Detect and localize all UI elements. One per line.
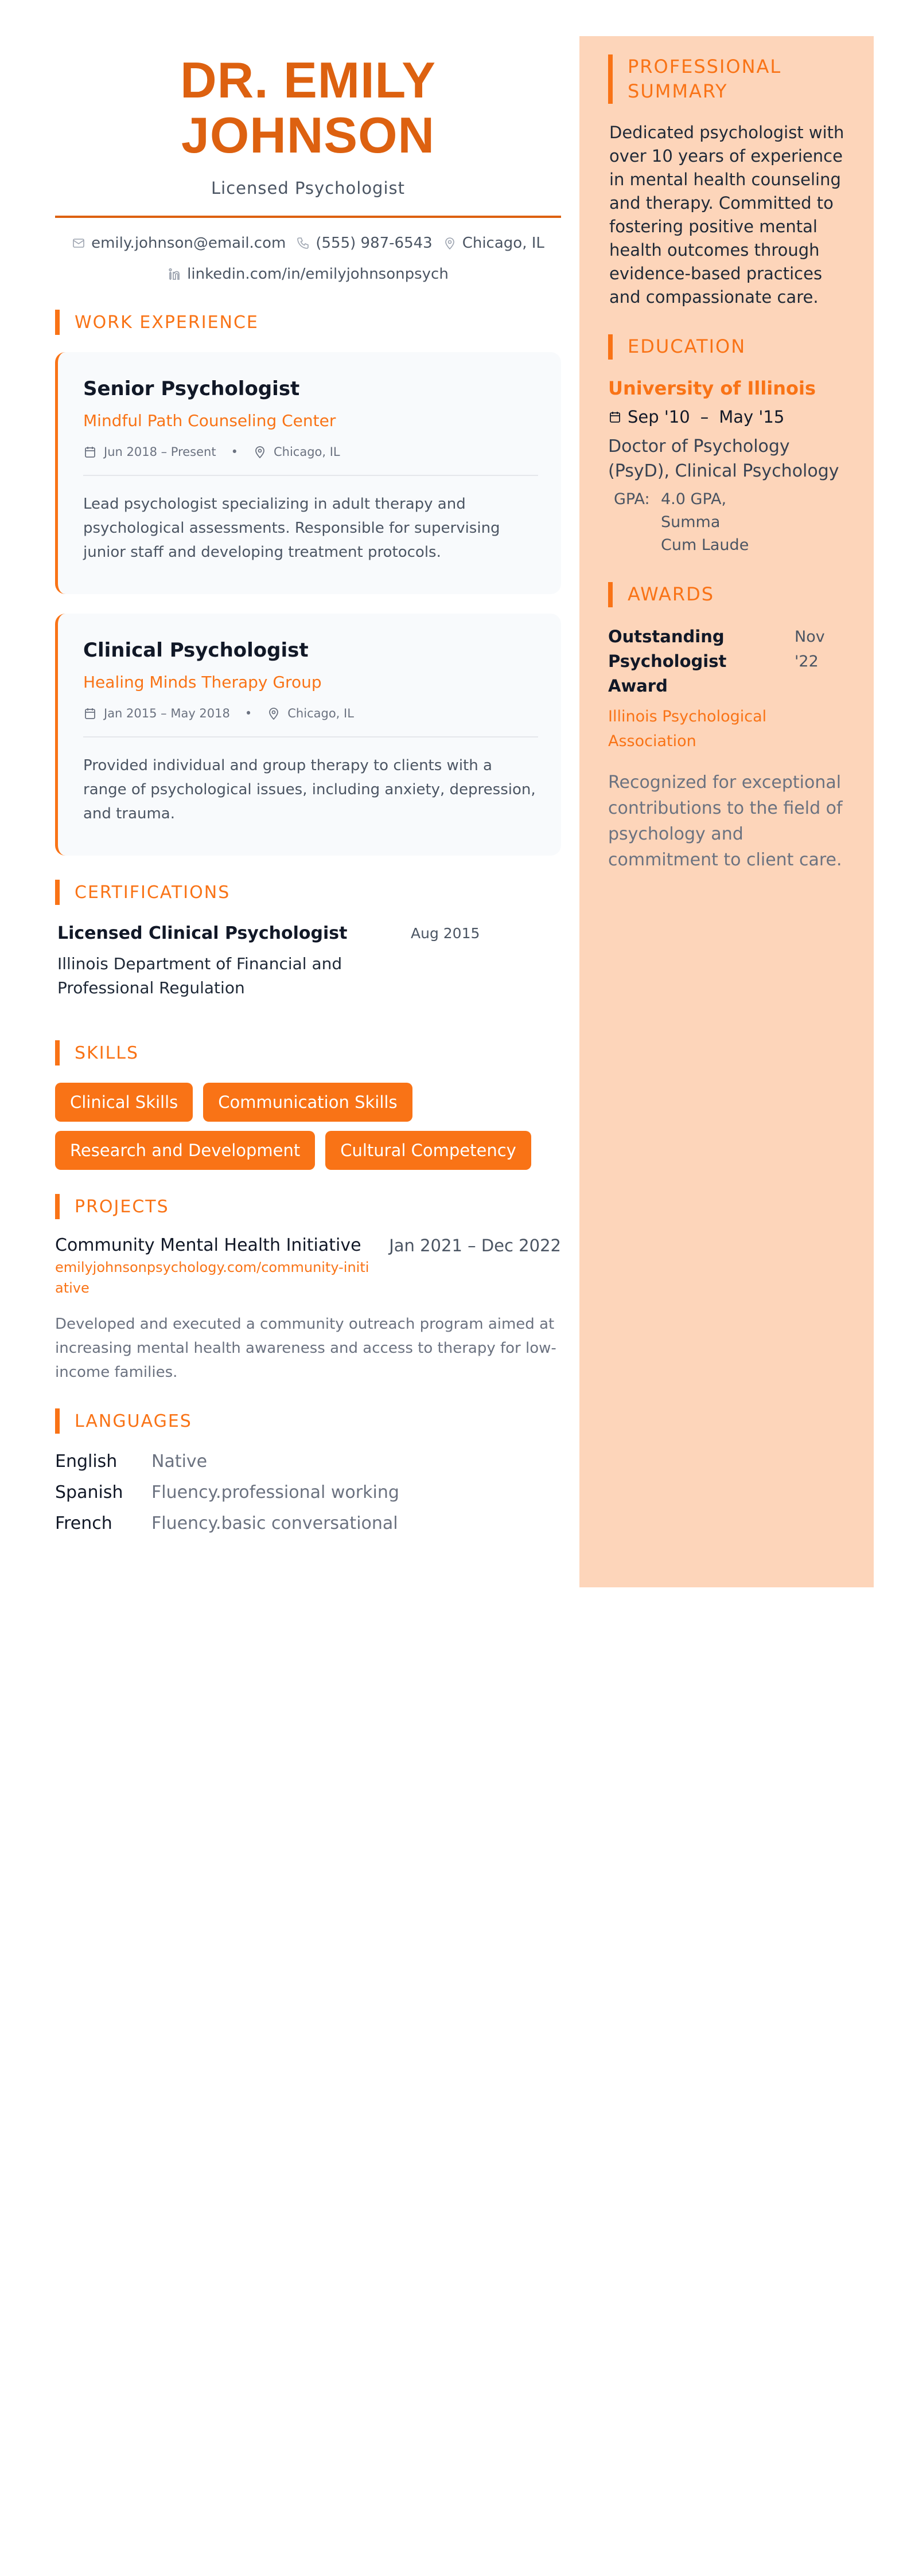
job-location: Chicago, IL xyxy=(273,445,340,459)
section-title: WORK EXPERIENCE xyxy=(75,312,259,333)
phone-text: (555) 987-6543 xyxy=(316,235,433,252)
card-divider xyxy=(83,475,538,476)
main-column xyxy=(55,0,561,1539)
award-organization: Illinois Psychological Association xyxy=(608,708,767,750)
award-description: Recognized for exceptional contributions to the field of psychology and commitment to client care. xyxy=(608,772,843,870)
certification-date: Aug 2015 xyxy=(411,925,480,942)
contact-email[interactable] xyxy=(72,232,286,255)
calendar-icon xyxy=(608,410,622,424)
heading-accent-bar xyxy=(55,1040,60,1065)
company-name: Mindful Path Counseling Center xyxy=(83,411,336,430)
education-item xyxy=(608,376,847,557)
experience-card xyxy=(55,352,561,594)
projects-section xyxy=(55,1194,561,1384)
location-pin-icon xyxy=(253,445,267,459)
section-heading xyxy=(608,334,847,360)
section-heading xyxy=(55,310,561,335)
heading-accent-bar xyxy=(55,880,60,905)
section-heading xyxy=(608,54,847,104)
section-title: LANGUAGES xyxy=(75,1411,192,1431)
candidate-title: Licensed Psychologist xyxy=(211,178,406,198)
job-dates: Jan 2015 – May 2018 xyxy=(104,707,230,720)
project-name: Community Mental Health Initiative xyxy=(55,1235,361,1255)
heading-accent-bar xyxy=(55,310,60,335)
language-name: French xyxy=(55,1513,112,1533)
language-item xyxy=(55,1508,561,1539)
school-name: University of Illinois xyxy=(608,377,816,399)
company-name: Healing Minds Therapy Group xyxy=(83,673,322,692)
gpa-label: GPA: xyxy=(614,490,650,508)
skill-tag: Communication Skills xyxy=(203,1083,412,1122)
heading-accent-bar xyxy=(608,54,613,104)
language-name: English xyxy=(55,1451,118,1472)
calendar-icon xyxy=(83,707,97,720)
resume-header xyxy=(55,0,561,286)
certification-name: Licensed Clinical Psychologist xyxy=(57,923,348,943)
location-text: Chicago, IL xyxy=(462,235,544,252)
heading-accent-bar xyxy=(55,1194,60,1219)
phone-icon xyxy=(296,236,310,250)
skills-list xyxy=(55,1083,561,1170)
job-title: Senior Psychologist xyxy=(83,377,300,400)
location-pin-icon xyxy=(267,707,281,720)
project-header xyxy=(55,1234,561,1257)
candidate-name: DR. EMILY JOHNSON xyxy=(180,52,436,163)
contact-linkedin[interactable] xyxy=(168,263,449,286)
section-title: PROJECTS xyxy=(75,1196,169,1217)
certification-item xyxy=(55,922,561,1000)
summary-text: Dedicated psychologist with over 10 years of experience in mental health counseling and therapy. Committed to fostering positive mental health outcomes through evidence-based practices and compassionate care. xyxy=(609,123,844,307)
certifications-section xyxy=(55,880,561,1000)
section-title: CERTIFICATIONS xyxy=(75,882,231,903)
sidebar xyxy=(579,36,874,1587)
awards-section xyxy=(608,582,847,873)
card-divider xyxy=(83,736,538,737)
section-heading xyxy=(55,880,561,905)
languages-list xyxy=(55,1446,561,1539)
gpa-value: 4.0 GPA, Summa Cum Laude xyxy=(661,490,749,554)
heading-accent-bar xyxy=(608,334,613,360)
linkedin-text: linkedin.com/in/emilyjohnsonpsych xyxy=(187,266,449,283)
section-heading xyxy=(55,1194,561,1219)
skill-tag: Cultural Competency xyxy=(325,1131,531,1170)
education-start: Sep '10 xyxy=(628,407,690,427)
section-title: PROFESSIONAL SUMMARY xyxy=(628,56,782,102)
project-dates: Jan 2021 – Dec 2022 xyxy=(389,1236,561,1255)
project-item xyxy=(55,1234,561,1384)
certification-details xyxy=(55,922,411,1000)
mail-icon xyxy=(72,236,85,250)
language-item xyxy=(55,1446,561,1477)
job-meta xyxy=(83,707,538,720)
section-title: SKILLS xyxy=(75,1043,139,1063)
language-name: Spanish xyxy=(55,1482,123,1502)
section-heading xyxy=(55,1408,561,1434)
meta-separator: • xyxy=(231,445,238,459)
job-dates: Jun 2018 – Present xyxy=(104,445,216,459)
job-description: Provided individual and group therapy to clients with a range of psychological issues, including anxiety, depression, and trauma. xyxy=(83,757,536,822)
award-name: Outstanding Psychologist Award xyxy=(608,627,727,696)
award-item xyxy=(608,625,847,873)
linkedin-icon xyxy=(168,267,181,281)
degree: Doctor of Psychology (PsyD), Clinical Psychology xyxy=(608,436,839,481)
award-header xyxy=(608,625,847,698)
job-title: Clinical Psychologist xyxy=(83,639,309,662)
location-pin-icon xyxy=(443,236,457,250)
section-title: EDUCATION xyxy=(628,335,746,357)
certification-issuer: Illinois Department of Financial and Professional Regulation xyxy=(57,954,342,997)
education-section xyxy=(608,334,847,557)
section-heading xyxy=(608,582,847,607)
education-dates xyxy=(608,405,847,428)
contact-row-secondary xyxy=(55,263,561,286)
heading-accent-bar xyxy=(608,582,613,607)
gpa-row xyxy=(608,488,847,557)
project-description: Developed and executed a community outreach program aimed at increasing mental health awareness and access to therapy for low-income families. xyxy=(55,1316,556,1381)
language-level: Native xyxy=(151,1451,208,1472)
work-experience-section xyxy=(55,310,561,856)
contact-location xyxy=(443,232,544,255)
contact-phone[interactable] xyxy=(296,232,432,255)
skills-section xyxy=(55,1040,561,1170)
job-location: Chicago, IL xyxy=(287,707,354,720)
heading-accent-bar xyxy=(55,1408,60,1434)
date-dash: – xyxy=(700,407,709,427)
skill-tag: Clinical Skills xyxy=(55,1083,193,1122)
job-description: Lead psychologist specializing in adult therapy and psychological assessments. Responsible for supervising junior staff and developing treatment protocols. xyxy=(83,495,500,561)
education-end: May '15 xyxy=(719,407,785,427)
project-link[interactable]: emilyjohnsonpsychology.com/community-initiative xyxy=(55,1259,369,1296)
section-heading xyxy=(55,1040,561,1065)
experience-card xyxy=(55,614,561,856)
skill-tag: Research and Development xyxy=(55,1131,315,1170)
meta-separator: • xyxy=(244,707,252,720)
award-date: Nov '22 xyxy=(795,628,825,670)
section-title: AWARDS xyxy=(628,583,715,605)
professional-summary-section xyxy=(608,54,847,309)
language-item xyxy=(55,1477,561,1508)
language-level: Fluency.basic conversational xyxy=(151,1513,398,1533)
calendar-icon xyxy=(83,445,97,459)
job-meta xyxy=(83,445,538,459)
language-level: Fluency.professional working xyxy=(151,1482,399,1502)
header-divider xyxy=(55,216,561,218)
languages-section xyxy=(55,1408,561,1539)
email-text: emily.johnson@email.com xyxy=(91,235,286,252)
contact-row-primary xyxy=(55,232,561,255)
